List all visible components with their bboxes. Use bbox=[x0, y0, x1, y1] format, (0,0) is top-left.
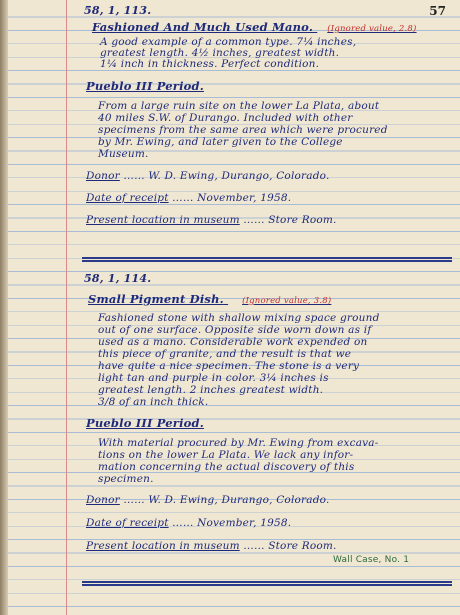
desc-line: A good example of a common type. 7¼ inches, bbox=[100, 36, 357, 48]
desc-line: this piece of granite, and the result is that we bbox=[98, 348, 352, 360]
entry-title bbox=[92, 20, 417, 34]
donor-label: Donor bbox=[86, 170, 120, 182]
entry-title-text: Fashioned And Much Used Mano. bbox=[92, 20, 314, 34]
location-value: Store Room. bbox=[268, 214, 337, 226]
ignored-value-note: (Ignored value, 2.8) bbox=[327, 24, 417, 34]
donor-field: Donor …… W. D. Ewing, Durango, Colorado. bbox=[86, 494, 330, 506]
donor-field: Donor …… W. D. Ewing, Durango, Colorado. bbox=[86, 170, 330, 182]
history-line: by Mr. Ewing, and later given to the College bbox=[98, 136, 343, 148]
history-line: With material procured by Mr. Ewing from excava- bbox=[98, 437, 379, 449]
history-line: mation concerning the actual discovery of this bbox=[98, 461, 355, 473]
section-divider bbox=[82, 584, 452, 586]
desc-line: greatest length. 2 inches greatest width. bbox=[98, 384, 324, 396]
history-line: specimen. bbox=[98, 473, 154, 485]
history-line: 40 miles S.W. of Durango. Included with other bbox=[98, 112, 353, 124]
donor-value: W. D. Ewing, Durango, Colorado. bbox=[148, 170, 330, 182]
desc-line: out of one surface. Opposite side worn down as if bbox=[98, 324, 372, 336]
donor-label: Donor bbox=[86, 494, 120, 506]
margin-line bbox=[66, 0, 67, 615]
location-field: Present location in museum …… Store Room. bbox=[86, 540, 337, 552]
section-divider bbox=[82, 581, 452, 583]
location-value: Store Room. bbox=[268, 540, 337, 552]
date-field: Date of receipt …… November, 1958. bbox=[86, 192, 292, 204]
desc-line: greatest length. 4½ inches, greatest width. bbox=[100, 47, 340, 59]
date-label: Date of receipt bbox=[86, 192, 169, 204]
location-field: Present location in museum …… Store Room. bbox=[86, 214, 337, 226]
wall-case-note: Wall Case, No. 1 bbox=[333, 555, 410, 565]
donor-value: W. D. Ewing, Durango, Colorado. bbox=[148, 494, 330, 506]
binding-edge bbox=[0, 0, 8, 615]
page-number: 57 bbox=[429, 4, 446, 18]
desc-line: 1¼ inch in thickness. Perfect condition. bbox=[100, 58, 320, 70]
period-heading: Pueblo III Period. bbox=[86, 416, 204, 430]
date-label: Date of receipt bbox=[86, 517, 169, 529]
section-divider bbox=[82, 260, 452, 262]
desc-line: have quite a nice specimen. The stone is a very bbox=[98, 360, 360, 372]
location-label: Present location in museum bbox=[86, 540, 240, 552]
history-line: Museum. bbox=[98, 148, 149, 160]
desc-line: Fashioned stone with shallow mixing space ground bbox=[98, 312, 380, 324]
location-label: Present location in museum bbox=[86, 214, 240, 226]
history-line: specimens from the same area which were procured bbox=[98, 124, 388, 136]
section-divider bbox=[82, 257, 452, 259]
desc-line: light tan and purple in color. 3¼ inches is bbox=[98, 372, 329, 384]
period-heading: Pueblo III Period. bbox=[86, 79, 204, 93]
catalog-number: 58, 1, 114. bbox=[84, 272, 152, 285]
entry-title-text: Small Pigment Dish. bbox=[88, 292, 224, 306]
date-value: November, 1958. bbox=[197, 517, 292, 529]
history-line: From a large ruin site on the lower La Plata, about bbox=[98, 100, 380, 112]
catalog-number: 58, 1, 113. bbox=[84, 4, 152, 17]
date-value: November, 1958. bbox=[197, 192, 292, 204]
date-field: Date of receipt …… November, 1958. bbox=[86, 517, 292, 529]
ignored-value-note: (Ignored value, 3.8) bbox=[242, 296, 332, 306]
entry-title bbox=[88, 292, 331, 306]
desc-line: used as a mano. Considerable work expended on bbox=[98, 336, 368, 348]
history-line: tions on the lower La Plata. We lack any infor- bbox=[98, 449, 354, 461]
desc-line: 3/8 of an inch thick. bbox=[98, 396, 209, 408]
